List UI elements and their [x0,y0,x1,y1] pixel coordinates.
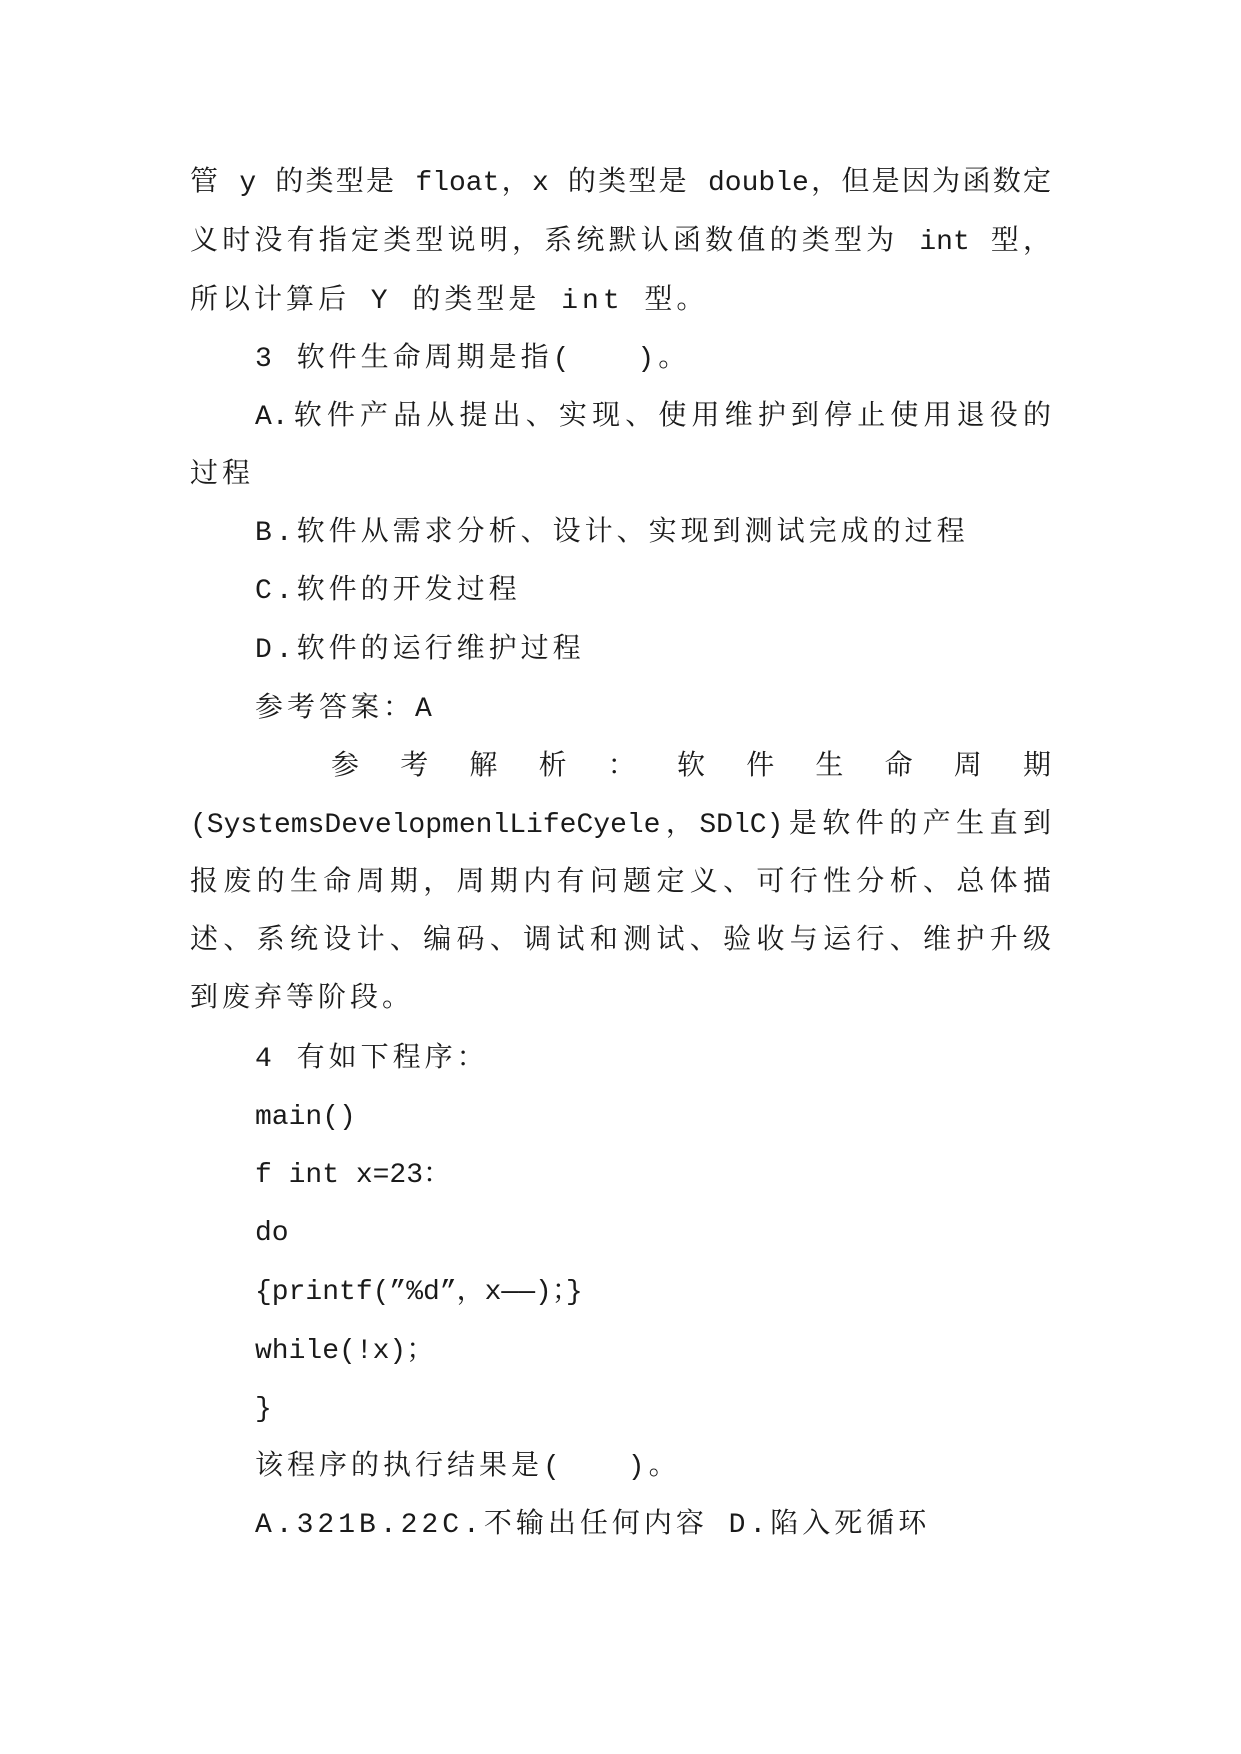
code-line: main() [255,1102,356,1133]
question-3-option-d: D.软件的运行维护过程 [255,635,585,666]
question-4-prompt: 该程序的执行结果是( )。 [255,1452,681,1483]
question-3-option-b: B.软件从需求分析、设计、实现到测试完成的过程 [255,518,969,549]
explanation-line-3: 所以计算后 Y 的类型是 int 型。 [190,286,709,317]
question-3-stem: 3 软件生命周期是指( )。 [255,344,691,375]
question-3-analysis-line-2: (SystemsDevelopmenlLifeCyele，SDlC)是软件的产生直到 [190,810,1051,841]
question-3-option-a-continued: 过程 [190,460,255,491]
question-3-analysis-line-4: 述、系统设计、编码、调试和测试、验收与运行、维护升级 [190,926,1051,957]
question-3-answer: 参考答案：A [255,694,436,725]
code-line: {printf(”%d”，x——)；} [255,1277,583,1308]
question-4-stem: 4 有如下程序： [255,1044,489,1075]
code-line: do [255,1218,289,1249]
question-3-option-a: A.软件产品从提出、实现、使用维护到停止使用退役的 [255,402,1051,433]
question-3-analysis-line-3: 报废的生命周期，周期内有问题定义、可行性分析、总体描 [190,868,1051,899]
question-4-options: A.321B.22C.不输出任何内容 D.陷入死循环 [255,1510,931,1541]
code-line: while(!x)； [255,1336,435,1367]
code-line: } [255,1394,272,1425]
code-line: f int x=23： [255,1160,452,1191]
question-3-option-c: C.软件的开发过程 [255,576,521,607]
explanation-line-1: 管 y 的类型是 float，x 的类型是 double，但是因为函数定 [190,168,1051,199]
explanation-line-2: 义时没有指定类型说明，系统默认函数值的类型为 int 型， [190,227,1051,258]
question-3-analysis-line-5: 到废弃等阶段。 [190,984,415,1015]
question-3-analysis-line-1: 参考解析：软件生命周期 [331,752,1051,783]
